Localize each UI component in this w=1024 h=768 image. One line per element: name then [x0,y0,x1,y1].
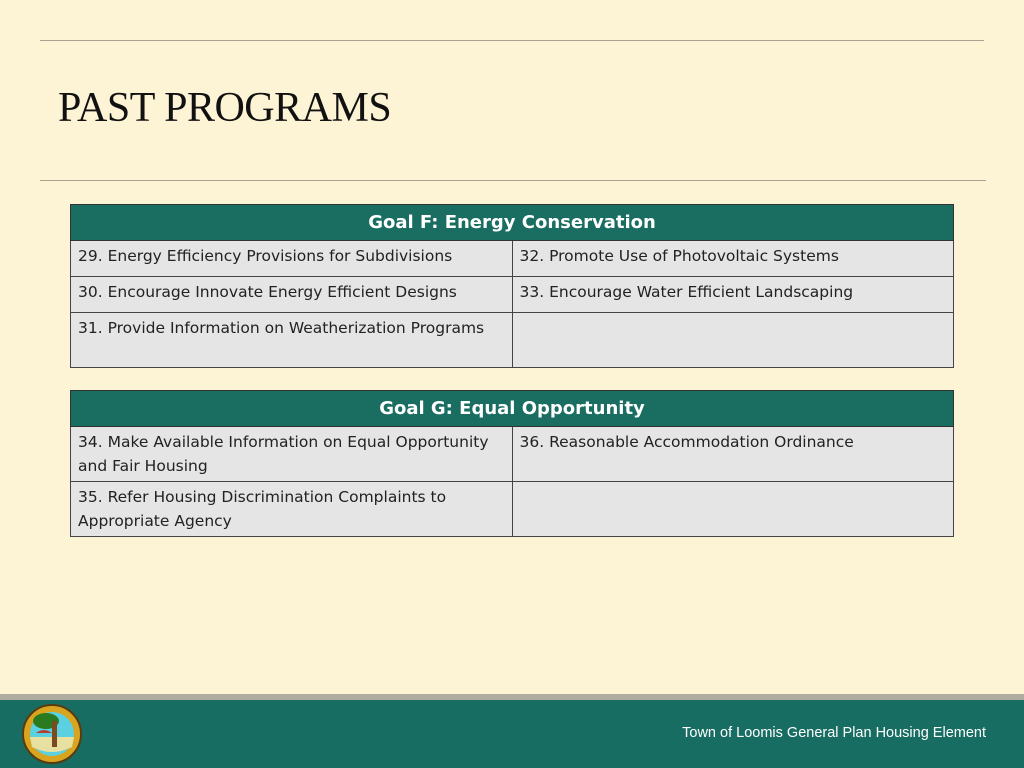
table-cell: 34. Make Available Information on Equal Opportunity and Fair Housing [71,427,513,482]
table-cell: 29. Energy Efficiency Provisions for Subdivisions [71,241,513,277]
table-cell: 36. Reasonable Accommodation Ordinance [512,427,954,482]
footer [0,700,1024,768]
goal-f-table [70,204,954,368]
table-cell [512,482,954,537]
table-row [71,277,954,313]
table-cell: 31. Provide Information on Weatherization Programs [71,313,513,368]
table-row [71,241,954,277]
table-row [71,313,954,368]
table-cell: 35. Refer Housing Discrimination Complaints to Appropriate Agency [71,482,513,537]
table-row [71,482,954,537]
table-cell: 33. Encourage Water Efficient Landscaping [512,277,954,313]
table-cell: 30. Encourage Innovate Energy Efficient Designs [71,277,513,313]
top-divider [40,40,984,41]
town-seal-logo [22,703,82,765]
footer-text: Town of Loomis General Plan Housing Element [682,725,986,741]
goal-g-table [70,390,954,537]
page-title: PAST PROGRAMS [58,85,392,131]
table-cell [512,313,954,368]
table-header: Goal F: Energy Conservation [71,205,954,241]
table-header: Goal G: Equal Opportunity [71,391,954,427]
title-divider [40,180,986,181]
table-row [71,427,954,482]
table-cell: 32. Promote Use of Photovoltaic Systems [512,241,954,277]
